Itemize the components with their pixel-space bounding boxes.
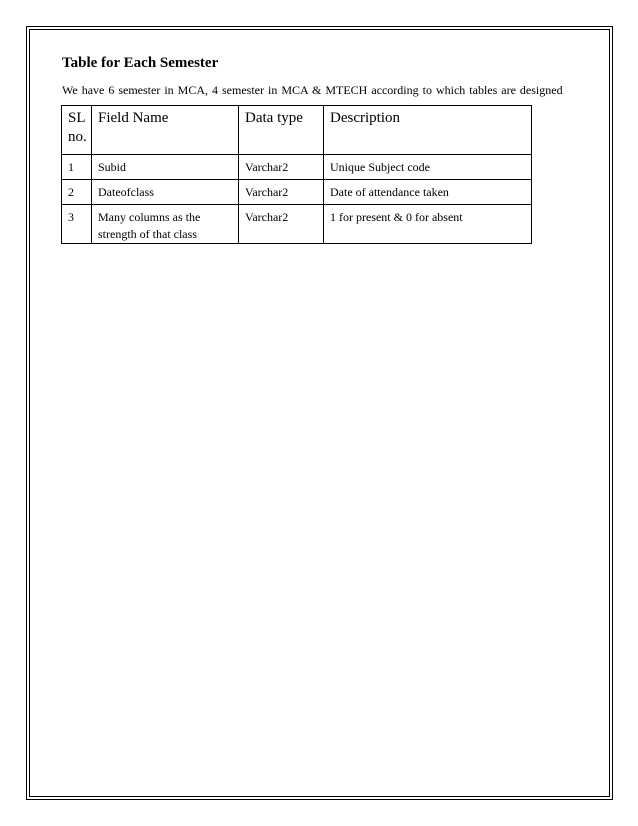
cell-sl: 1 — [62, 155, 92, 180]
table-row — [62, 180, 532, 205]
cell-data-type: Varchar2 — [239, 180, 324, 205]
cell-field-name: Subid — [92, 155, 239, 180]
section-heading: Table for Each Semester — [62, 55, 219, 71]
header-data-type: Data type — [239, 106, 324, 155]
header-field-name: Field Name — [92, 106, 239, 155]
cell-field-name: Dateofclass — [92, 180, 239, 205]
semester-table — [61, 105, 532, 244]
header-sl-no: SL no. — [62, 106, 92, 155]
cell-description: Date of attendance taken — [324, 180, 532, 205]
cell-field-name: Many columns as the strength of that class — [92, 205, 239, 244]
cell-description: 1 for present & 0 for absent — [324, 205, 532, 244]
intro-paragraph: We have 6 semester in MCA, 4 semester in MCA & MTECH according to which tables are designed — [62, 83, 563, 97]
table-row — [62, 155, 532, 180]
cell-data-type: Varchar2 — [239, 155, 324, 180]
table-header-row — [62, 106, 532, 155]
header-description: Description — [324, 106, 532, 155]
cell-sl: 3 — [62, 205, 92, 244]
cell-data-type: Varchar2 — [239, 205, 324, 244]
table-row — [62, 205, 532, 244]
cell-sl: 2 — [62, 180, 92, 205]
cell-description: Unique Subject code — [324, 155, 532, 180]
